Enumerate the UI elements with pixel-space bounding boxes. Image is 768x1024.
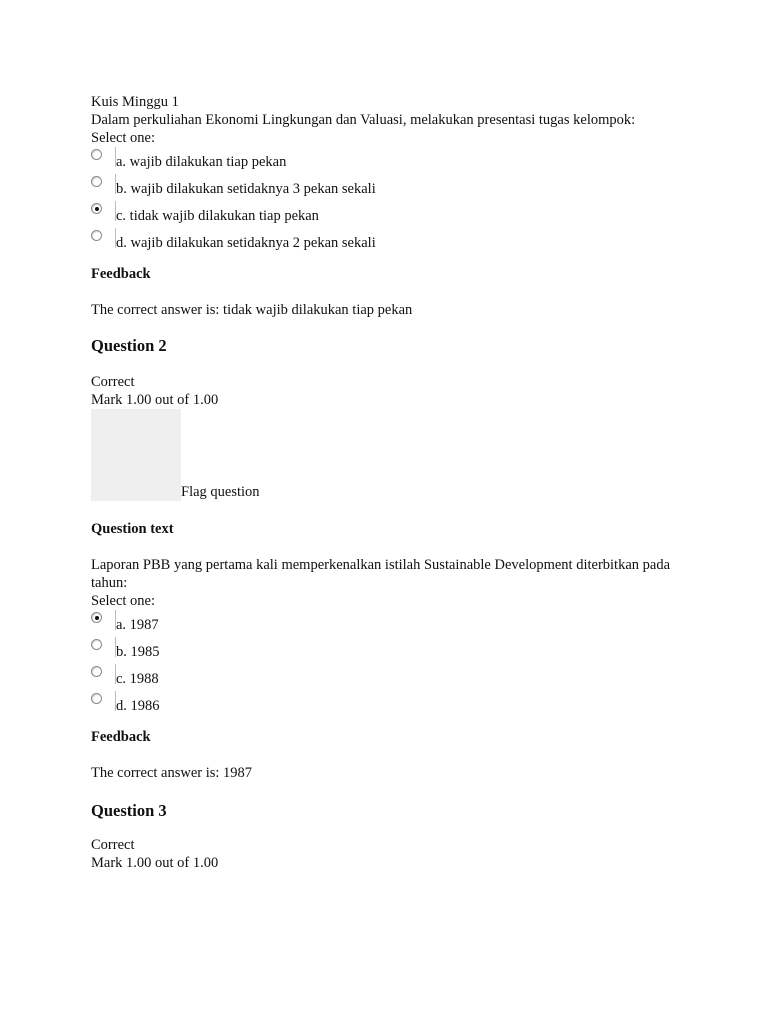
answer-option-label: a. 1987 <box>116 617 159 633</box>
select-one-label: Select one: <box>91 593 156 609</box>
feedback-heading: Feedback <box>91 266 151 282</box>
flag-question[interactable] <box>91 409 751 503</box>
answer-option-label: c. tidak wajib dilakukan tiap pekan <box>116 208 319 224</box>
radio-button[interactable] <box>91 639 102 650</box>
answer-option-label: b. 1985 <box>116 644 160 660</box>
question-text-heading: Question text <box>91 521 174 537</box>
question-status: Correct <box>91 837 135 853</box>
radio-button[interactable] <box>91 693 102 704</box>
answer-option-label: c. 1988 <box>116 671 159 687</box>
question-status: Correct <box>91 374 135 390</box>
answer-option-label: d. wajib dilakukan setidaknya 2 pekan sekali <box>116 235 376 251</box>
answer-option[interactable] <box>91 230 751 257</box>
feedback-text: The correct answer is: tidak wajib dilakukan tiap pekan <box>91 302 413 318</box>
question-3-heading: Question 3 <box>91 801 167 820</box>
radio-button-selected[interactable] <box>91 612 102 623</box>
answer-option[interactable] <box>91 612 751 639</box>
question-1-prompt: Dalam perkuliahan Ekonomi Lingkungan dan Valuasi, melakukan presentasi tugas kelompok: <box>91 112 636 128</box>
radio-button-selected[interactable] <box>91 203 102 214</box>
quiz-review-page <box>91 93 751 872</box>
flag-icon[interactable] <box>91 409 181 501</box>
quiz-title: Kuis Minggu 1 <box>91 94 179 110</box>
answer-option[interactable] <box>91 203 751 230</box>
question-1-options <box>91 149 751 257</box>
answer-option[interactable] <box>91 176 751 203</box>
answer-option[interactable] <box>91 666 751 693</box>
select-one-label: Select one: <box>91 130 156 146</box>
answer-option[interactable] <box>91 693 751 720</box>
feedback-text: The correct answer is: 1987 <box>91 765 253 781</box>
answer-option[interactable] <box>91 149 751 176</box>
answer-option-label: d. 1986 <box>116 698 160 714</box>
radio-button[interactable] <box>91 176 102 187</box>
radio-button[interactable] <box>91 666 102 677</box>
answer-option[interactable] <box>91 639 751 666</box>
radio-button[interactable] <box>91 149 102 160</box>
question-mark: Mark 1.00 out of 1.00 <box>91 392 219 408</box>
question-2-options <box>91 612 751 720</box>
answer-option-label: b. wajib dilakukan setidaknya 3 pekan sekali <box>116 181 376 197</box>
question-2-prompt: Laporan PBB yang pertama kali memperkenalkan istilah Sustainable Development diterbitkan pada tahun: <box>91 557 671 591</box>
answer-option-label: a. wajib dilakukan tiap pekan <box>116 154 287 170</box>
feedback-heading: Feedback <box>91 729 151 745</box>
flag-question-label[interactable]: Flag question <box>181 484 260 500</box>
question-2-heading: Question 2 <box>91 336 167 355</box>
question-mark: Mark 1.00 out of 1.00 <box>91 855 219 871</box>
radio-button[interactable] <box>91 230 102 241</box>
